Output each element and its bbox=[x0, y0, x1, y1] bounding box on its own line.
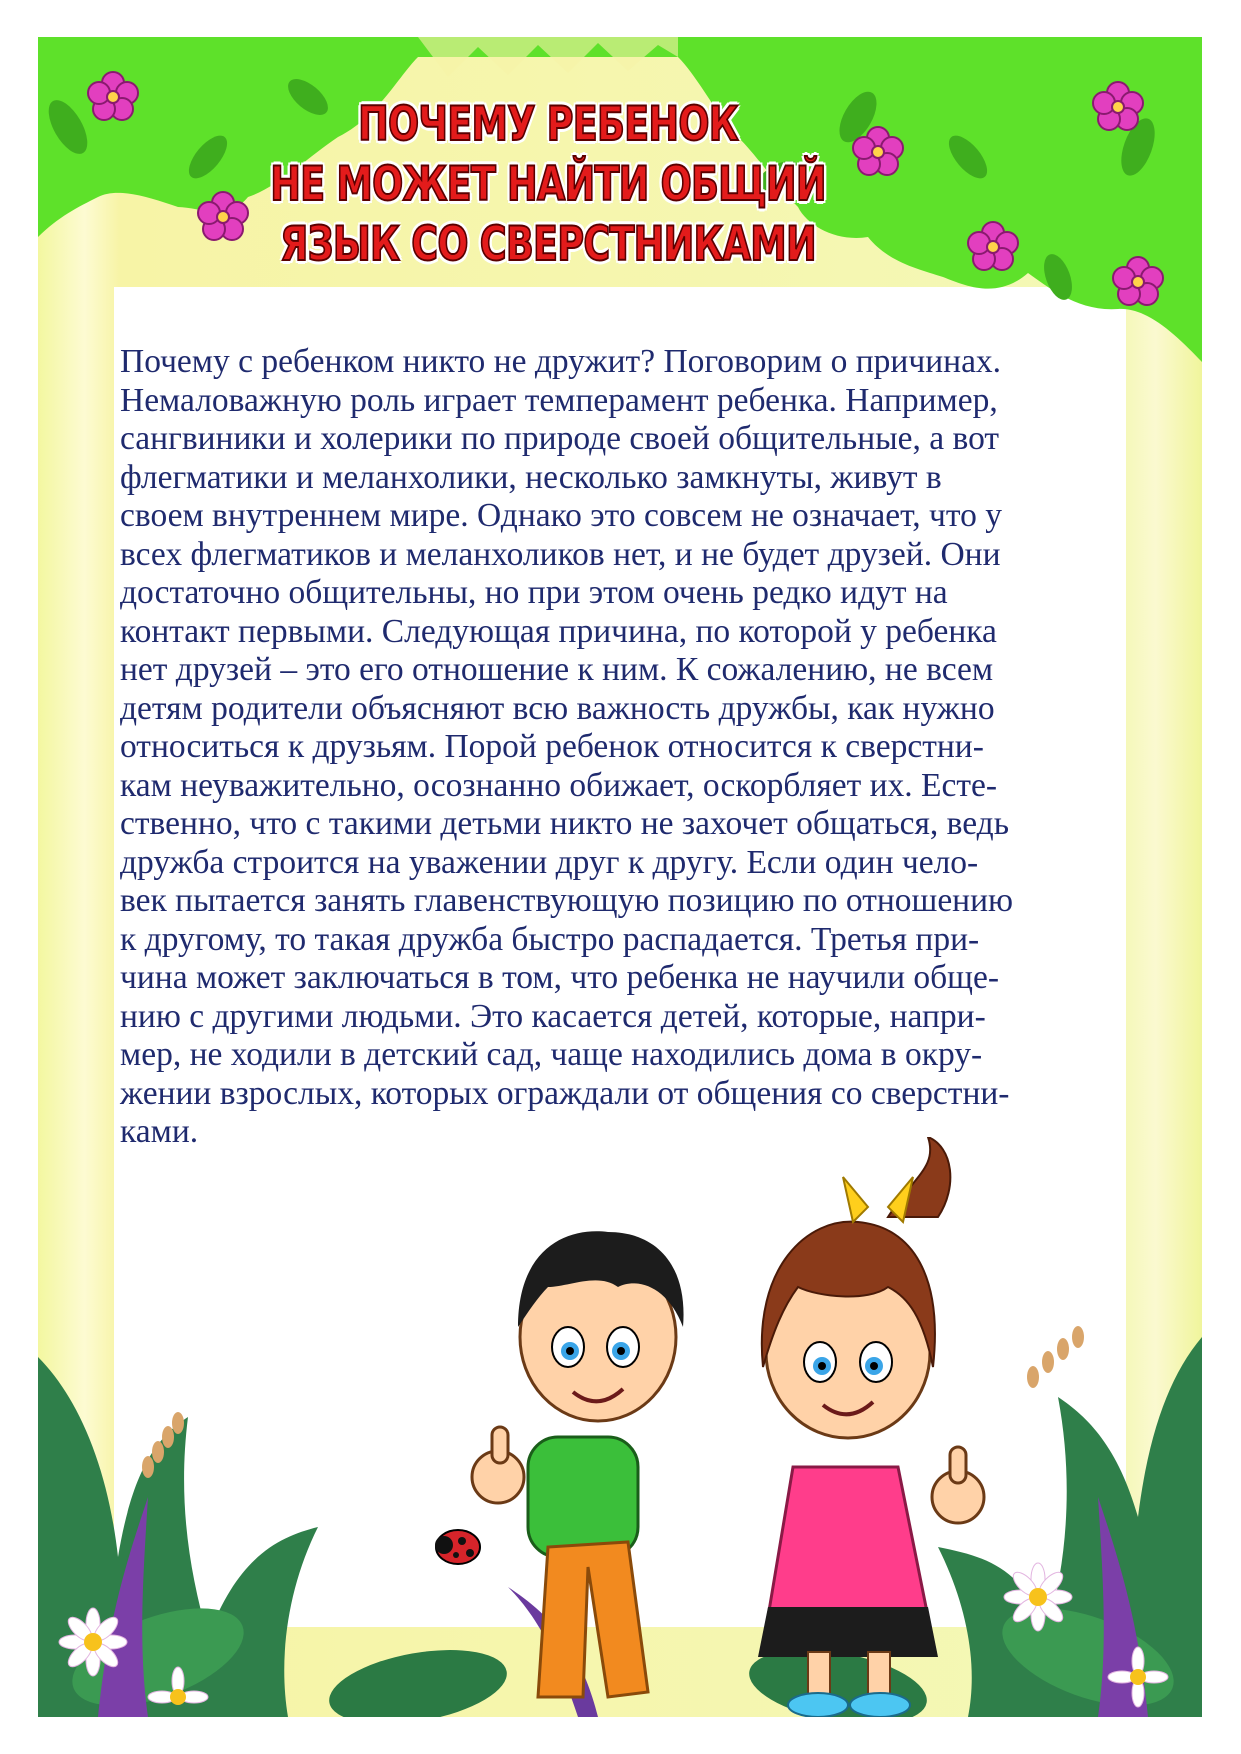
title-line-2: НЕ МОЖЕТ НАЙТИ ОБЩИЙ bbox=[270, 157, 826, 212]
body-line: кам неуважительно, осознанно обижает, оскорбляет их. Есте- bbox=[120, 766, 998, 804]
body-line: мер, не ходили в детский сад, чаще находились дома в окру- bbox=[120, 1036, 983, 1073]
poster bbox=[38, 37, 1202, 1717]
body-line: к другому, то такая дружба быстро распадается. Третья при- bbox=[120, 920, 980, 958]
body-line: жении взрослых, которых ограждали от общения со сверстни- bbox=[120, 1074, 1010, 1112]
ladybug-icon bbox=[435, 1530, 480, 1564]
body-line: век пытается занять главенствующую позицию по отношению bbox=[120, 882, 1014, 919]
girl-illustration bbox=[758, 1137, 984, 1717]
body-line: относиться к друзьям. Порой ребенок относится к сверстни- bbox=[120, 728, 984, 765]
body-line: ками. bbox=[120, 1113, 199, 1150]
body-line: сангвиники и холерики по природе своей общительные, а вот bbox=[120, 420, 1000, 457]
body-line: нет друзей – это его отношение к ним. К сожалению, не всем bbox=[120, 651, 994, 688]
boy-illustration bbox=[472, 1231, 684, 1697]
bottom-scene bbox=[38, 1137, 1202, 1717]
page-title bbox=[267, 95, 829, 275]
body-line: контакт первыми. Следующая причина, по которой у ребенка bbox=[120, 612, 997, 650]
body-line: всех флегматиков и меланхоликов нет, и не будет друзей. Они bbox=[120, 535, 1001, 573]
title-line-3: ЯЗЫК СО СВЕРСТНИКАМИ bbox=[280, 217, 816, 272]
body-line: детям родители объясняют всю важность дружбы, как нужно bbox=[120, 689, 995, 727]
body-line: своем внутреннем мире. Однако это совсем не означает, что у bbox=[120, 497, 1002, 534]
body-line: нию с другими людьми. Это касается детей, которые, напри- bbox=[120, 997, 986, 1035]
body-line: Почему с ребенком никто не дружит? Поговорим о причинах. bbox=[120, 343, 1002, 380]
body-line: достаточно общительны, но при этом очень редко идут на bbox=[120, 574, 948, 611]
body-line: Немаловажную роль играет темперамент ребенка. Например, bbox=[120, 381, 998, 419]
body-line: ственно, что с такими детьми никто не захочет общаться, ведь bbox=[120, 805, 1010, 842]
body-line: чина может заключаться в том, что ребенка не научили обще- bbox=[120, 959, 999, 996]
title-line-1: ПОЧЕМУ РЕБЕНОК bbox=[358, 97, 738, 152]
body-line: дружба строится на уважении друг к другу. Если один чело- bbox=[120, 843, 979, 881]
body-line: флегматики и меланхолики, несколько замкнуты, живут в bbox=[120, 458, 942, 496]
article-body bbox=[120, 343, 1120, 1152]
